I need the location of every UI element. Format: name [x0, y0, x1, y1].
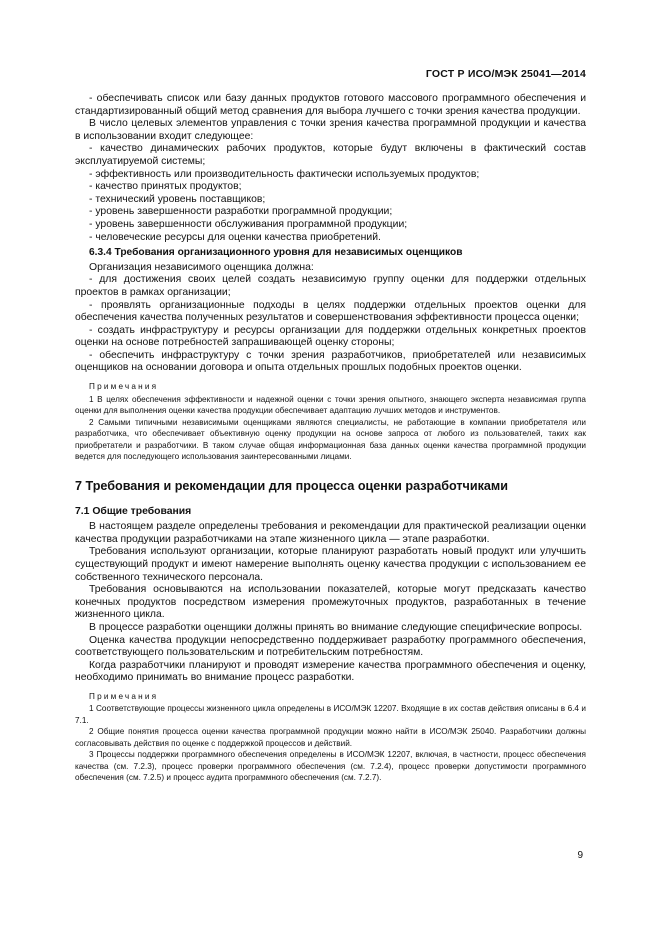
- list-item: - эффективность или производительность фактически используемых продуктов;: [89, 168, 480, 180]
- note: 2 Самыми типичными независимыми оценщиками являются специалисты, не работающие в компании приобретателя или разработчика, что обеспечивает объективную оценку продукции на основе запроса от любого из пользователей, таких как приобретатели и разработчики. В таком случае общая информационная база данных оценки качества программной продукции ведется для последующего использования заинтересованными лицами.: [75, 417, 586, 462]
- list-item: - уровень завершенности обслуживания программной продукции;: [89, 218, 408, 230]
- list-item: - человеческие ресурсы для оценки качества приобретений.: [89, 231, 381, 243]
- list-item: - для достижения своих целей создать независимую группу оценки для поддержки отдельных проектов в рамках организации;: [75, 274, 586, 298]
- paragraph: Требования основываются на использовании показателей, которые могут предсказать качество конечных продуктов посредством измерения промежуточных продуктов, разработанных в течение жизненного цикла.: [75, 584, 586, 621]
- section-heading-7: 7 Требования и рекомендации для процесса оценки разработчиками: [75, 478, 508, 493]
- paragraph: - обеспечивать список или базу данных продуктов готового массового программного обеспечения и стандартизированный общий метод сравнения для выбора лучшего с точки зрения качества продукции.: [75, 93, 586, 117]
- paragraph: Требования используют организации, которые планируют разработать новый продукт или улучшить существующий продукт и имеют намерение выполнять оценку качества продукции с использованием ее собственного технического персонала.: [75, 546, 586, 583]
- note: 1 Соответствующие процессы жизненного цикла определены в ИСО/МЭК 12207. Входящие в их состав действия описаны в 6.4 и 7.1.: [75, 704, 586, 725]
- list-item: - уровень завершенности разработки программной продукции;: [89, 206, 393, 218]
- list-item: - проявлять организационные подходы в целях поддержки отдельных проектов оценки для обеспечения качества полученных результатов и совершенствования эффективности процесса оценки;: [75, 299, 586, 324]
- section-heading-6-3-4: 6.3.4 Требования организационного уровня для независимых оценщиков: [89, 247, 463, 259]
- list-item: - создать инфраструктуру и ресурсы организации для поддержки отдельных конкретных проектов оценки на основе потребностей запрашивающей оценку стороны;: [75, 324, 586, 349]
- notes-block: [75, 381, 586, 463]
- paragraph: В число целевых элементов управления с точки зрения качества программной продукции и качества в использовании входит следующее:: [75, 118, 586, 142]
- paragraph: Когда разработчики планируют и проводят измерение качества программного обеспечения и оценку, необходимо принимать во внимание процесс разработки.: [75, 659, 586, 684]
- note: 3 Процессы поддержки программного обеспечения определены в ИСО/МЭК 12207, включая, в частности, процесс обеспечения качества (см. 7.2.3), процесс проверки программного обеспечения (см. 7.2.4), процесс проверки допустимости программного обеспечения (см. 7.2.5) и процесс аудита программного обеспечения (см. 7.2.7).: [75, 750, 586, 783]
- notes-block: [75, 691, 586, 784]
- notes-title: Примечания: [89, 691, 159, 701]
- paragraph: В настоящем разделе определены требования и рекомендации для практической реализации оценки качества продукции разработчиками на этапе жизненного цикла — этапе разработки.: [75, 521, 586, 545]
- note: 2 Общие понятия процесса оценки качества программной продукции можно найти в ИСО/МЭК 25040. Разработчики должны согласовывать действия по оценке с поддержкой процессов и действий.: [75, 727, 586, 748]
- paragraph: Оценка качества продукции непосредственно поддерживает разработку программного обеспечения, соответствующего пользовательским и потребительским потребностям.: [75, 634, 586, 659]
- section-heading-7-1: 7.1 Общие требования: [75, 505, 192, 517]
- paragraph: В процессе разработки оценщики должны принять во внимание следующие специфические вопросы.: [89, 621, 583, 633]
- list-item: - обеспечить инфраструктуру с точки зрения разработчиков, приобретателей или независимых оценщиков на основании договора и опыта отдельных прошлых подобных проектов оценки.: [75, 349, 586, 374]
- list-item: - качество принятых продуктов;: [89, 181, 242, 193]
- list-item: - качество динамических рабочих продуктов, которые будут включены в фактический состав эксплуатируемой системы;: [75, 143, 586, 167]
- page-content: [75, 93, 586, 784]
- document-header: ГОСТ Р ИСО/МЭК 25041—2014: [425, 68, 586, 80]
- note: 1 В целях обеспечения эффективности и надежной оценки с точки зрения опытного, знающего эксперта независимая группа оценки для выполнения оценки качества продукции обеспечивает адаптацию лучших методов и инструментов.: [75, 394, 586, 416]
- list-item: - технический уровень поставщиков;: [89, 193, 266, 205]
- paragraph: Организация независимого оценщика должна:: [89, 261, 314, 273]
- notes-title: Примечания: [89, 382, 159, 392]
- page-number: 9: [577, 850, 583, 861]
